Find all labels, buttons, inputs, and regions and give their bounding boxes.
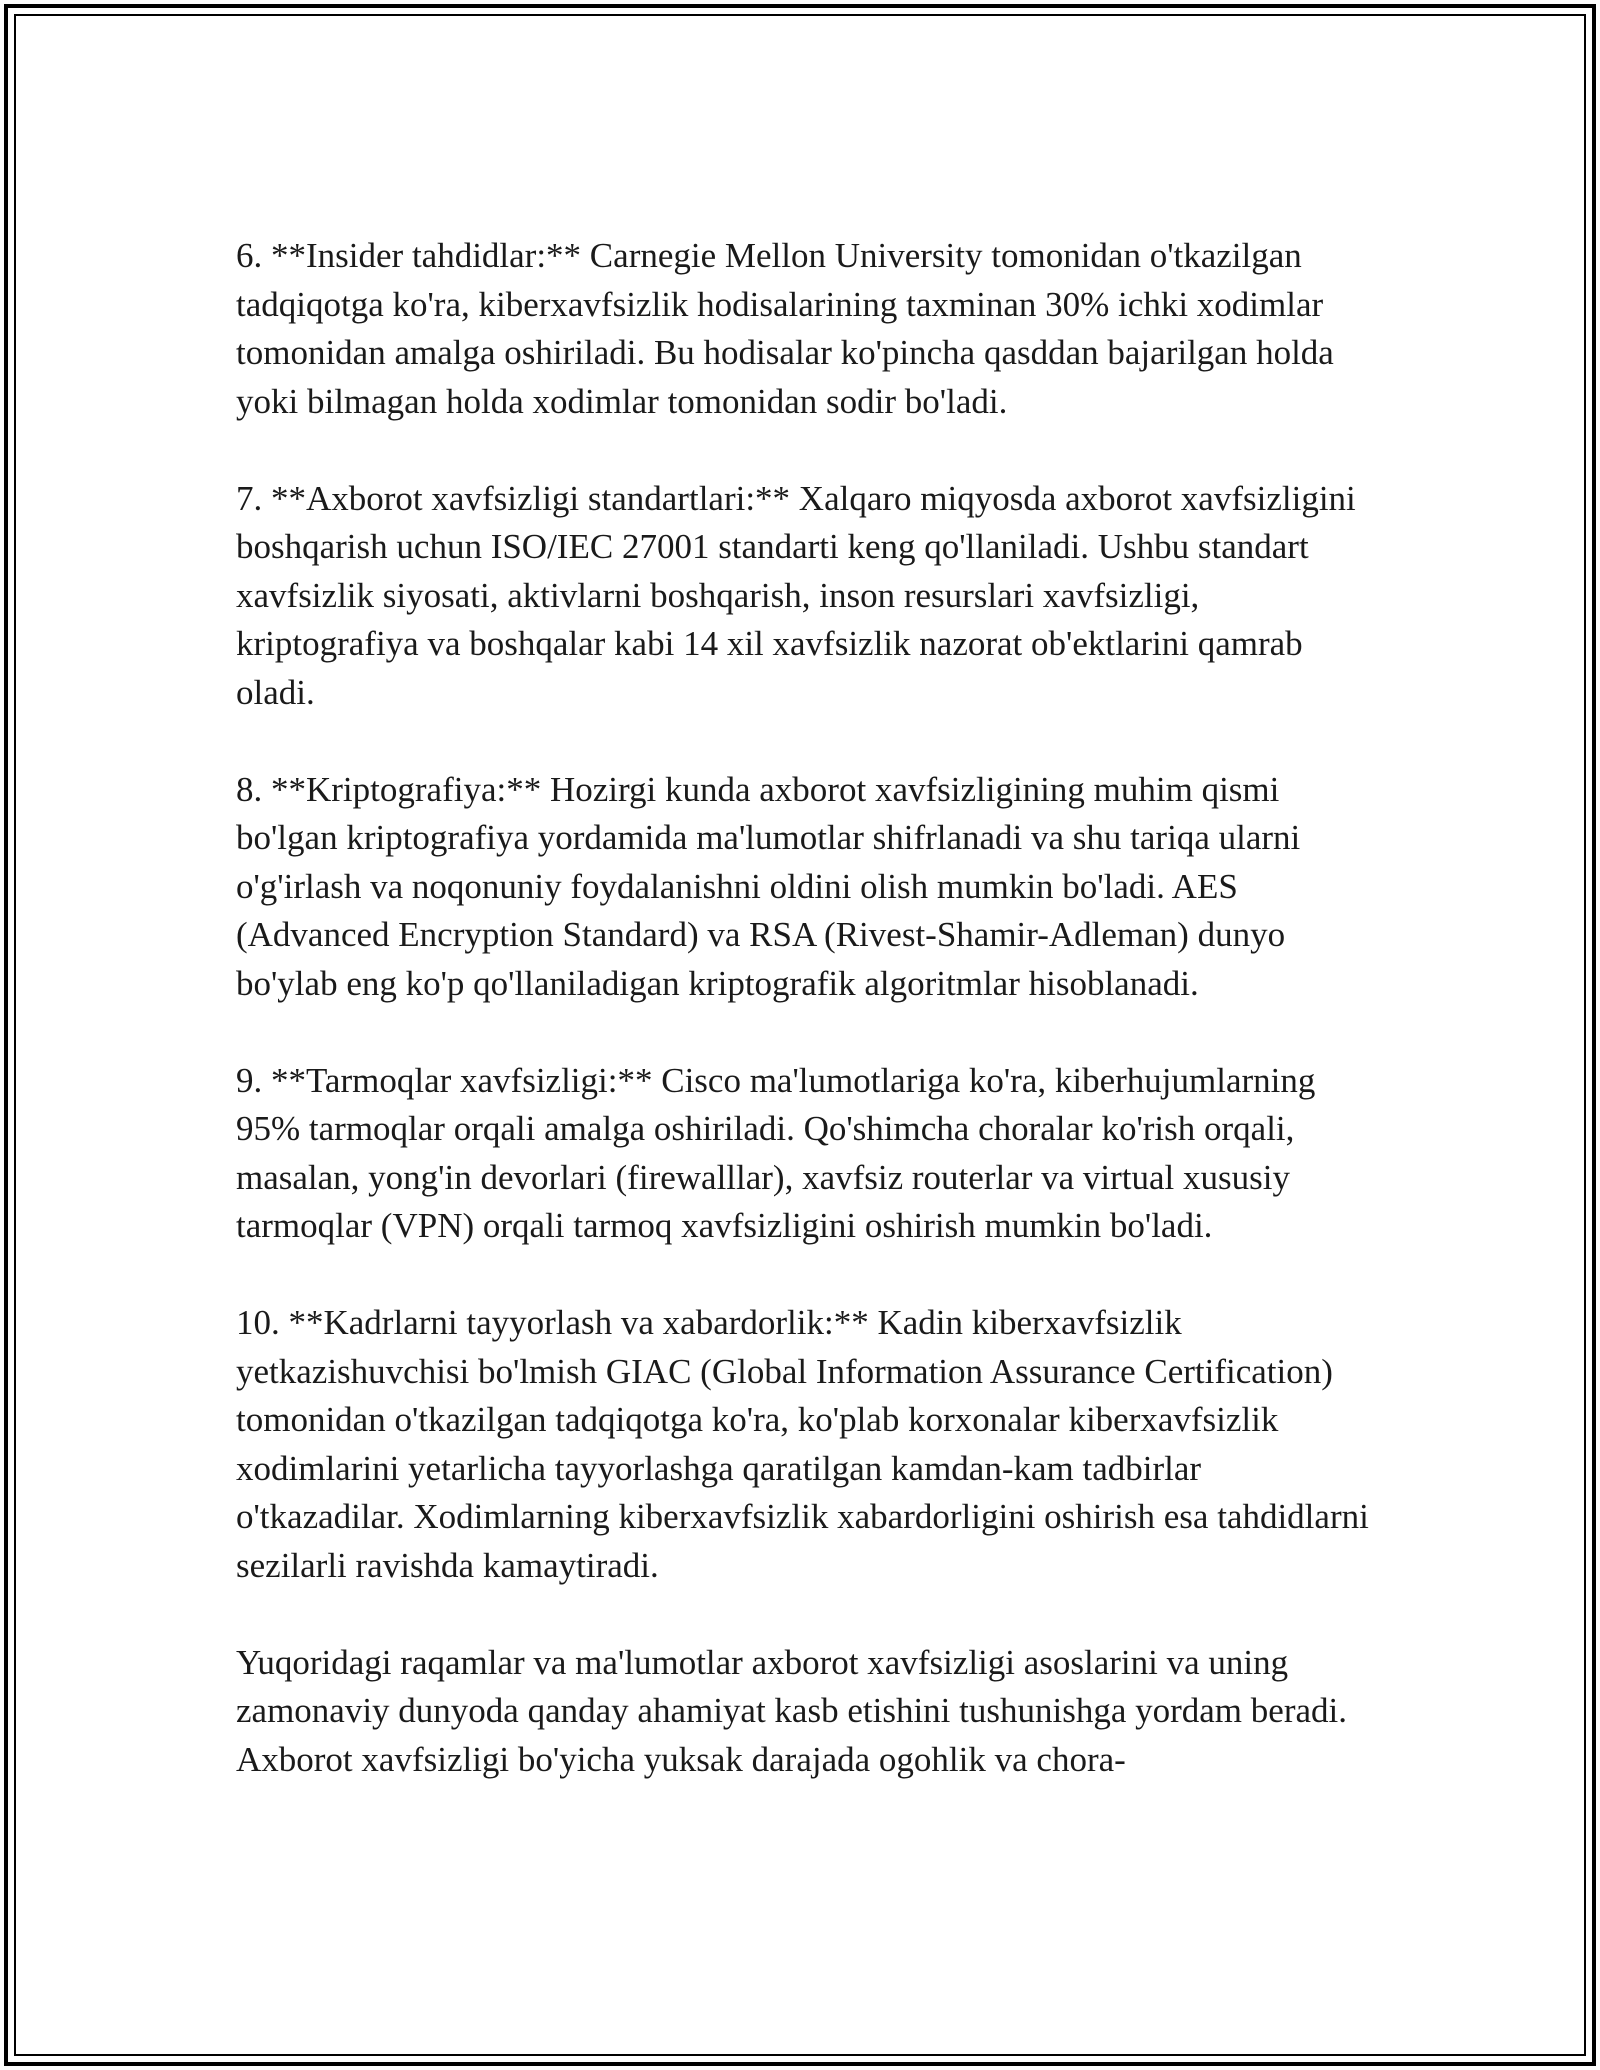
- paragraph-cryptography: 8. **Kriptografiya:** Hozirgi kunda axborot xavfsizligining muhim qismi bo'lgan kriptografiya yordamida ma'lumotlar shifrlanadi va shu tariqa ularni o'g'irlash va noqonuniy foydalanishni oldini olish mumkin bo'ladi. AES (Advanced Encryption Standard) va RSA (Rivest-Shamir-Adleman) dunyo bo'ylab eng ko'p qo'llaniladigan kriptografik algoritmlar hisoblanadi.: [236, 769, 1301, 1003]
- paragraph-security-standards: 7. **Axborot xavfsizligi standartlari:** Xalqaro miqyosda axborot xavfsizligini boshqarish uchun ISO/IEC 27001 standarti keng qo'llaniladi. Ushbu standart xavfsizlik siyosati, aktivlarni boshqarish, inson resurslari xavfsizligi, kriptografiya va boshqalar kabi 14 xil xavfsizlik nazorat ob'ektlarini qamrab oladi.: [236, 478, 1356, 712]
- paragraph-network-security: 9. **Tarmoqlar xavfsizligi:** Cisco ma'lumotlariga ko'ra, kiberhujumlarning 95% tarmoqlar orqali amalga oshiriladi. Qo'shimcha choralar ko'rish orqali, masalan, yong'in devorlari (firewalllar), xavfsiz routerlar va virtual xususiy tarmoqlar (VPN) orqali tarmoq xavfsizligini oshirish mumkin bo'ladi.: [236, 1060, 1316, 1245]
- paragraph-conclusion: Yuqoridagi raqamlar va ma'lumotlar axborot xavfsizligi asoslarini va uning zamonaviy dunyoda qanday ahamiyat kasb etishini tushunishga yordam beradi. Axborot xavfsizligi bo'yicha yuksak darajada ogohlik va chora-: [236, 1642, 1347, 1779]
- paragraph-insider-threats: 6. **Insider tahdidlar:** Carnegie Mellon University tomonidan o'tkazilgan tadqiqotga ko'ra, kiberxavfsizlik hodisalarining taxminan 30% ichki xodimlar tomonidan amalga oshiriladi. Bu hodisalar ko'pincha qasddan bajarilgan holda yoki bilmagan holda xodimlar tomonidan sodir bo'ladi.: [236, 236, 1334, 421]
- document-body: [236, 232, 1376, 1784]
- paragraph-training-awareness: 10. **Kadrlarni tayyorlash va xabardorlik:** Kadin kiberxavfsizlik yetkazishuvchisi bo'lmish GIAC (Global Information Assurance Certification) tomonidan o'tkazilgan tadqiqotga ko'ra, ko'plab korxonalar kiberxavfsizlik xodimlarini yetarlicha tayyorlashga qaratilgan kamdan-kam tadbirlar o'tkazadilar. Xodimlarning kiberxavfsizlik xabardorligini oshirish esa tahdidlarni sezilarli ravishda kamaytiradi.: [236, 1303, 1369, 1585]
